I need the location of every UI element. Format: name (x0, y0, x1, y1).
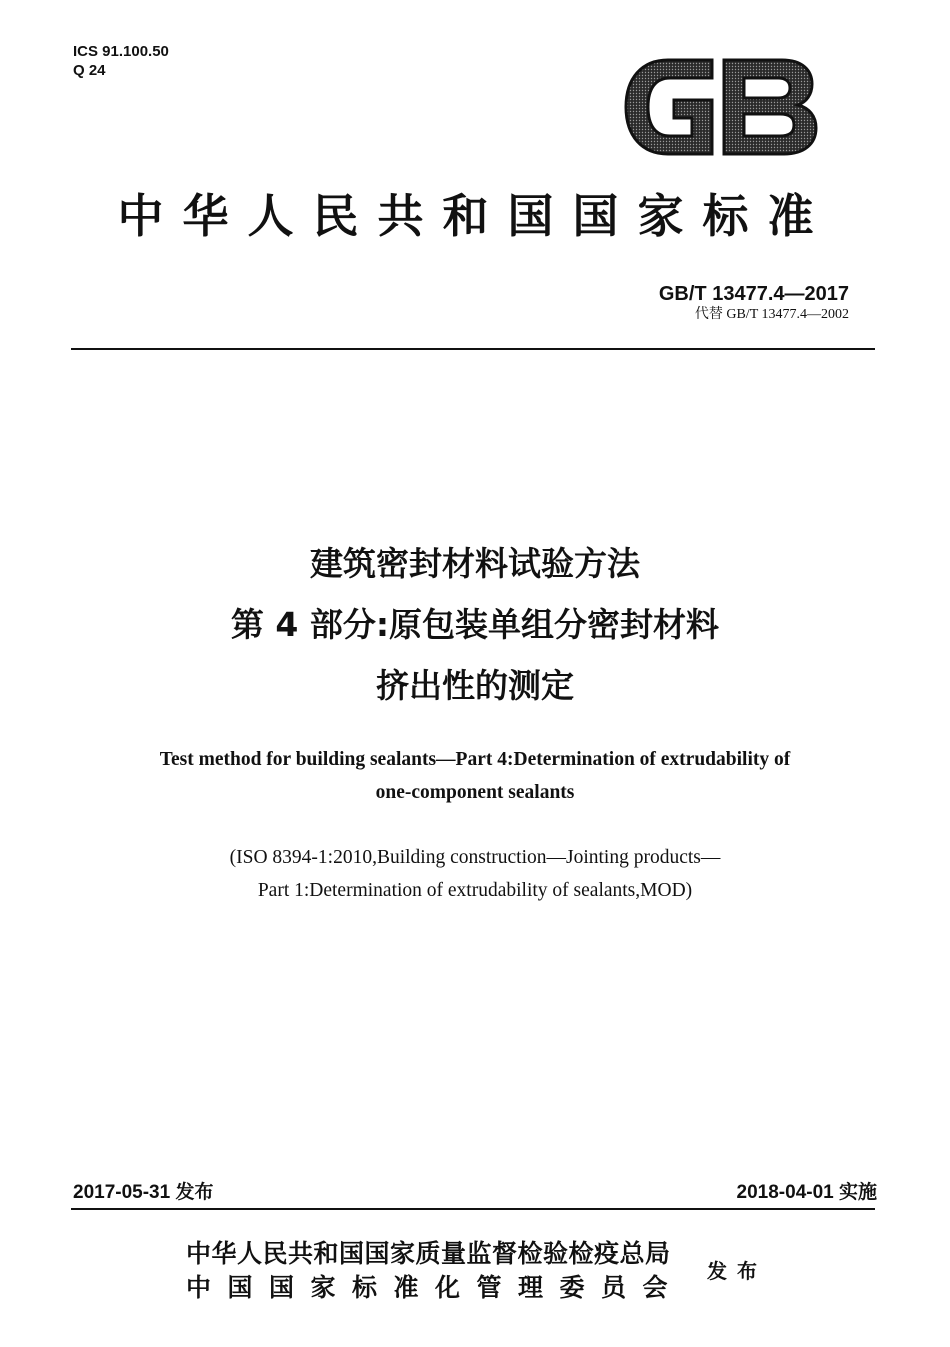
cn-title-line-1: 建筑密封材料试验方法 (310, 544, 640, 583)
cn-title-line-3: 挤出性的测定 (376, 666, 574, 705)
issuer-aqsiq: 中华人民共和国国家质量监督检验检疫总局 (186, 1239, 671, 1268)
issue-date: 2017-05-31 发布 (73, 1182, 214, 1203)
classification-codes (73, 42, 169, 80)
gb-logo-icon (620, 56, 820, 158)
cn-title-line-2: 第 4 部分:原包装单组分密封材料 (230, 605, 720, 644)
publish-label: 发布 (707, 1259, 767, 1283)
iso-reference-line-2: Part 1:Determination of extrudability of sealants,MOD) (257, 880, 693, 901)
bottom-divider (71, 1208, 875, 1210)
national-standard-heading: 中华人民共和国国家标准 (117, 189, 833, 243)
en-title-line-1: Test method for building sealants—Part 4:Determination of extrudability of (159, 749, 791, 770)
implementation-date: 2018-04-01 实施 (736, 1182, 877, 1203)
standard-number: GB/T 13477.4—2017 (658, 283, 849, 305)
ics-code: ICS 91.100.50 (73, 43, 169, 60)
top-divider (71, 348, 875, 350)
iso-reference-line-1: (ISO 8394-1:2010,Building construction—Jointing products— (229, 847, 721, 868)
replaces-standard: 代替 GB/T 13477.4—2002 (694, 307, 849, 322)
gb-logo-g (626, 60, 712, 154)
en-title-line-2: one-component sealants (375, 782, 575, 803)
gb-logo-b (724, 60, 816, 154)
issuer-sac: 中国国家标准化管理委员会 (186, 1273, 685, 1302)
ccs-code: Q 24 (73, 62, 106, 79)
